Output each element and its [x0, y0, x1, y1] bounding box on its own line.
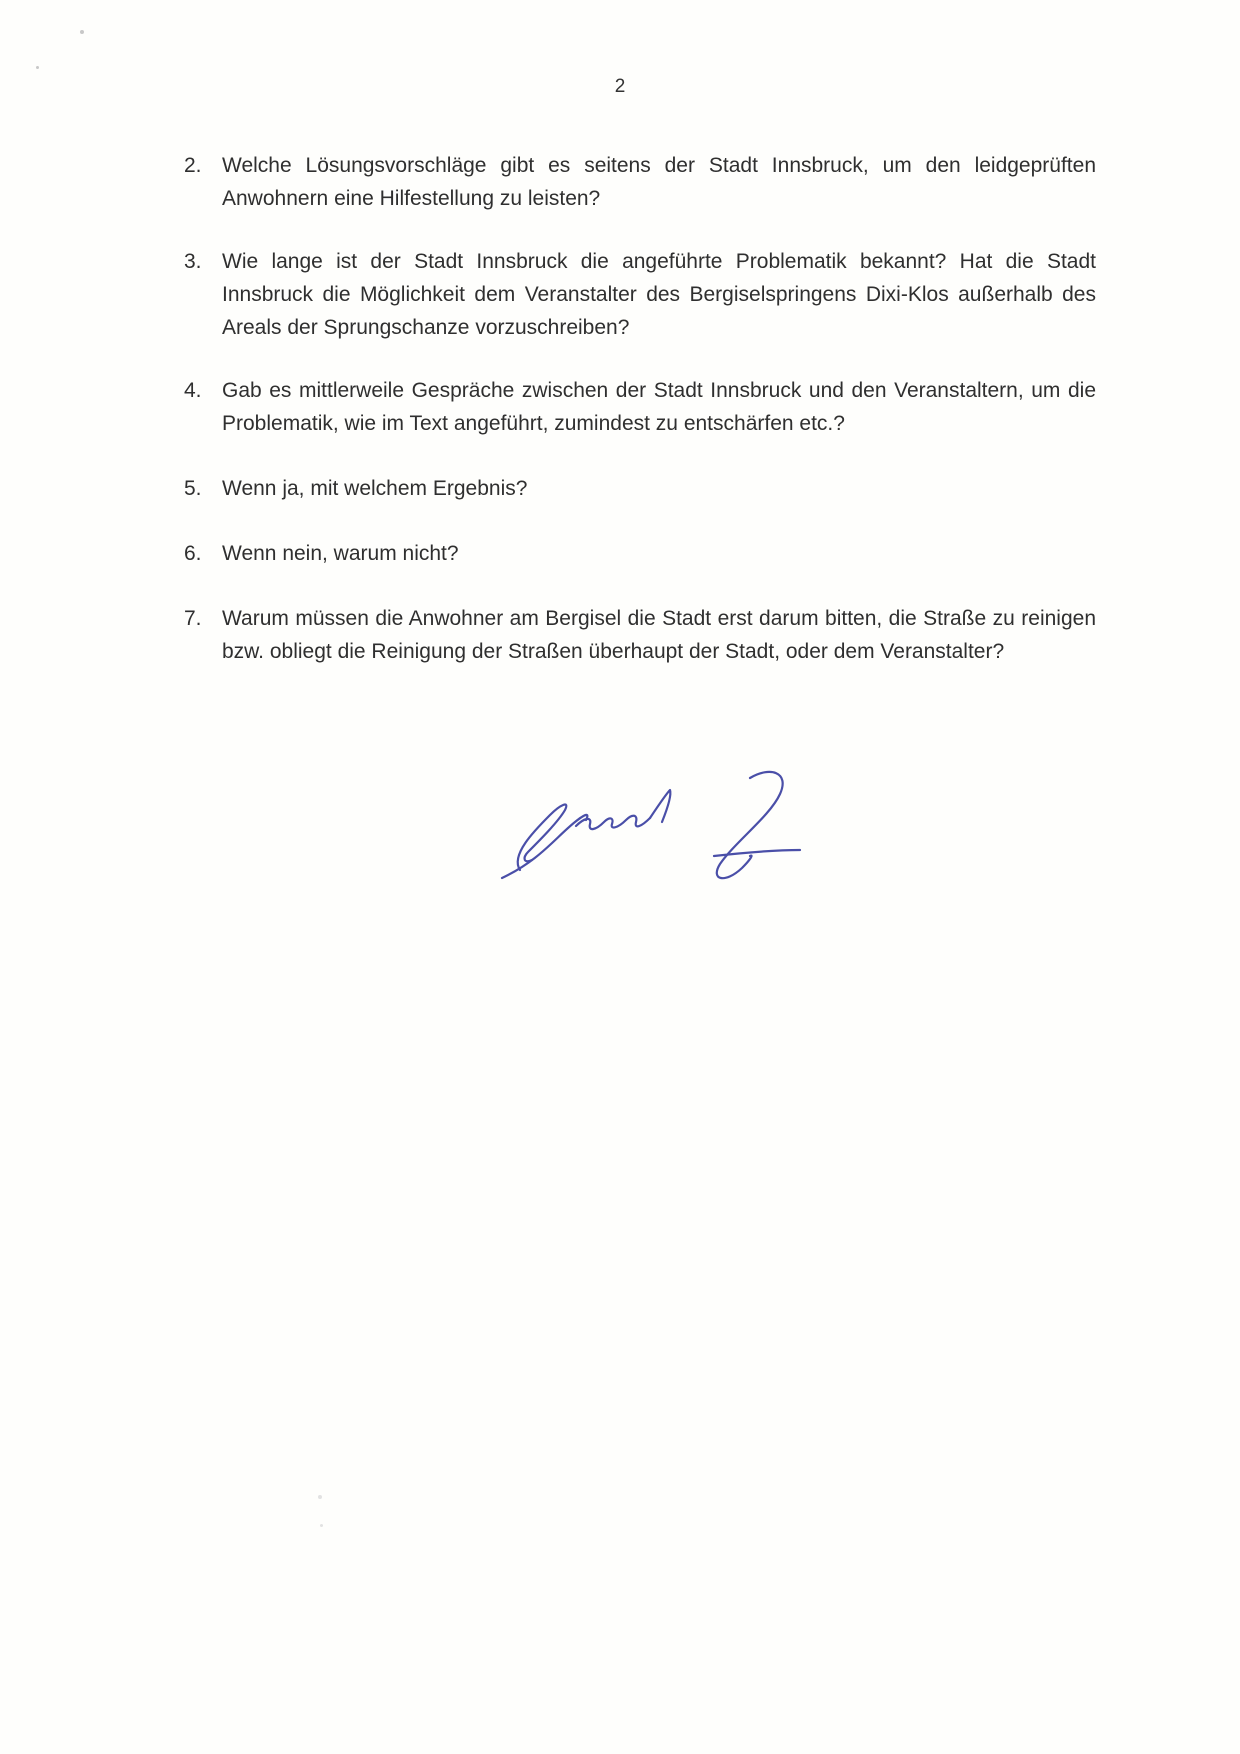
- question-item: [184, 602, 1096, 668]
- scan-speck: [320, 1524, 323, 1527]
- question-text: Wie lange ist der Stadt Innsbruck die angeführte Problematik bekannt? Hat die Stadt Innsbruck die Möglichkeit dem Veranstalter des Bergiselspringens Dixi-Klos außerhalb des Areals der Sprungschanze vorzuschreiben?: [222, 250, 1096, 339]
- question-text: Wenn nein, warum nicht?: [222, 542, 459, 565]
- question-list: [184, 149, 1096, 668]
- signature-icon: [480, 760, 840, 890]
- question-item: [184, 472, 1096, 505]
- question-item: [184, 537, 1096, 570]
- question-item: [184, 374, 1096, 440]
- scan-speck: [318, 1495, 322, 1499]
- question-text: Welche Lösungsvorschläge gibt es seitens der Stadt Innsbruck, um den leidgeprüften Anwohnern eine Hilfestellung zu leisten?: [222, 154, 1096, 210]
- scan-speck: [80, 30, 84, 34]
- question-text: Gab es mittlerweile Gespräche zwischen der Stadt Innsbruck und den Veranstaltern, um die Problematik, wie im Text angeführt, zumindest zu entschärfen etc.?: [222, 379, 1096, 435]
- question-text: Wenn ja, mit welchem Ergebnis?: [222, 477, 528, 500]
- question-number: 4.: [184, 379, 202, 402]
- question-number: 2.: [184, 154, 202, 177]
- handwritten-signature: [480, 760, 840, 890]
- question-number: 3.: [184, 250, 202, 273]
- question-number: 5.: [184, 477, 202, 500]
- question-text: Warum müssen die Anwohner am Bergisel die Stadt erst darum bitten, die Straße zu reinigen bzw. obliegt die Reinigung der Straßen überhaupt der Stadt, oder dem Veranstalter?: [222, 607, 1096, 663]
- question-item: [184, 149, 1096, 215]
- question-number: 7.: [184, 607, 202, 630]
- scan-speck: [36, 66, 39, 69]
- page-number: 2: [614, 76, 626, 97]
- question-number: 6.: [184, 542, 202, 565]
- question-item: [184, 245, 1096, 344]
